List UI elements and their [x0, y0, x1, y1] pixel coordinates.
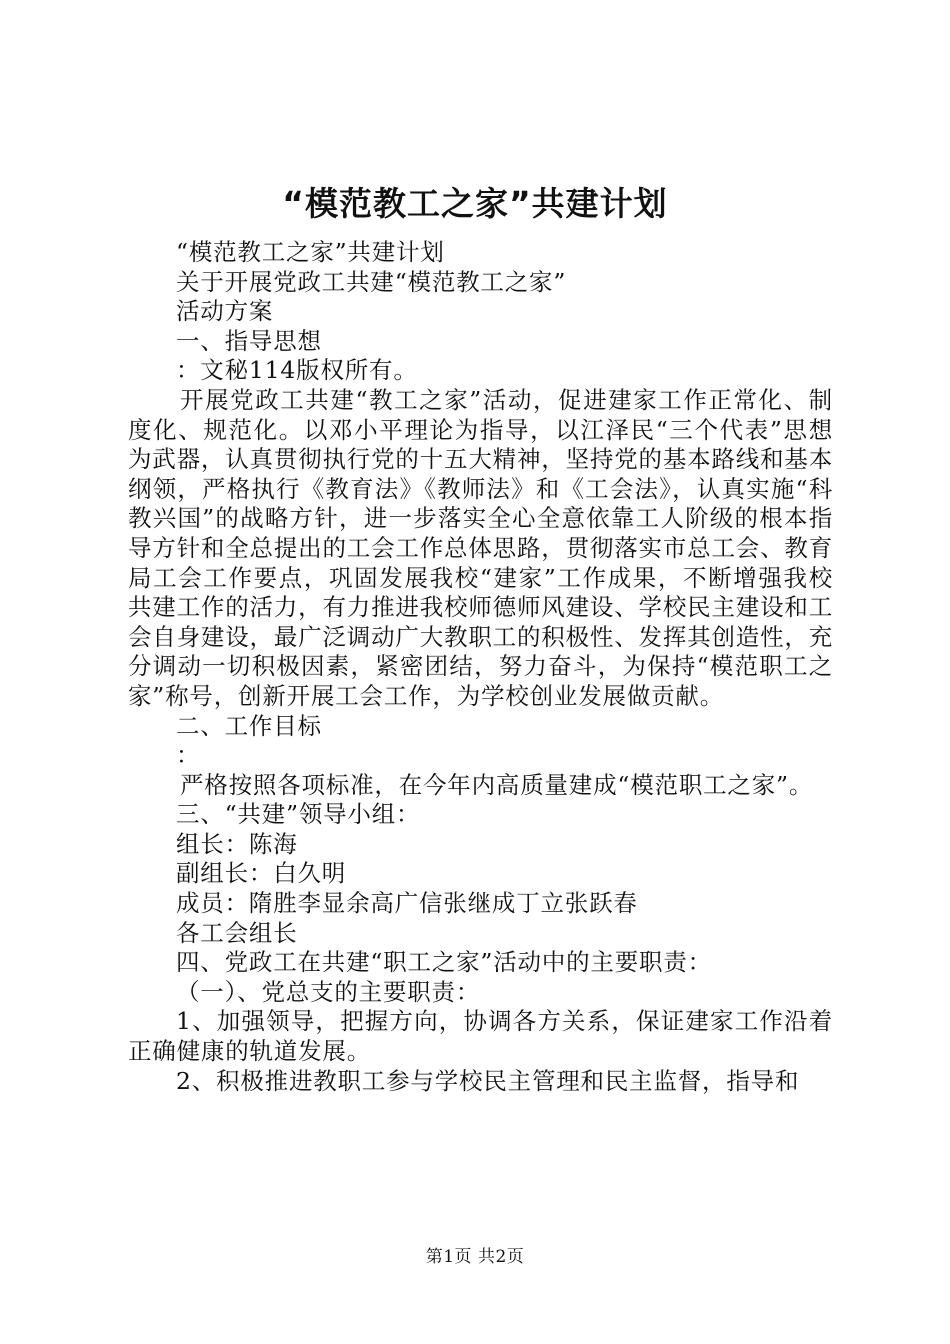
paragraph-copyright: ：文秘114版权所有。	[176, 356, 418, 385]
section-heading-3: 三、“共建”领导小组：	[176, 800, 421, 829]
paragraph-members: 成员：隋胜李显余高广信张继成丁立张跃春	[176, 889, 638, 918]
paragraph-union-leaders: 各工会组长	[176, 918, 298, 947]
subsection-heading-1: （一）、党总支的主要职责：	[176, 977, 481, 1006]
paragraph-colon: ：	[176, 741, 201, 770]
list-item-2: 2、积极推进教职工参与学校民主管理和民主监督，指导和	[176, 1066, 800, 1095]
document-title: “模范教工之家”共建计划	[282, 184, 668, 223]
paragraph-deputy-leader: 副组长：白久明	[176, 859, 347, 888]
paragraph-heading-repeat: “模范教工之家”共建计划	[176, 238, 445, 266]
list-item-1: 1、加强领导，把握方向，协调各方关系，保证建家工作沿着正确健康的轨道发展。	[128, 1007, 833, 1066]
paragraph-subtitle: 关于开展党政工共建“模范教工之家”	[176, 267, 567, 296]
paragraph-leader: 组长：陈海	[176, 829, 298, 858]
paragraph-work-goal: 严格按照各项标准，在今年内高质量建成“模范职工之家”。	[180, 770, 814, 799]
section-heading-4: 四、党政工在共建“职工之家”活动中的主要职责：	[176, 948, 712, 977]
page-footer: 第1页 共2页	[425, 1247, 525, 1267]
section-heading-1: 一、指导思想	[176, 326, 322, 355]
document-body	[128, 238, 833, 1096]
section-heading-2: 二、工作目标	[176, 711, 322, 740]
paragraph-guiding-thought: 开展党政工共建“教工之家”活动，促进建家工作正常化、制度化、规范化。以邓小平理论为指导，以江泽民“三个代表”思想为武器，认真贯彻执行党的十五大精神，坚持党的基本路线和基本纲领，严格执行《教育法》《教师法》和《工会法》，认真实施“科教兴国”的战略方针，进一步落实全心全意依靠工人阶级的根本指导方针和全总提出的工会工作总体思路，贯彻落实市总工会、教育局工会工作要点，巩固发展我校“建家”工作成果，不断增强我校共建工作的活力，有力推进我校师德师风建设、学校民主建设和工会自身建设，最广泛调动广大教职工的积极性、发挥其创造性，充分调动一切积极因素，紧密团结，努力奋斗，为保持“模范职工之家”称号，创新开展工会工作，为学校创业发展做贡献。	[128, 385, 833, 710]
paragraph-subtitle-2: 活动方案	[176, 297, 274, 326]
